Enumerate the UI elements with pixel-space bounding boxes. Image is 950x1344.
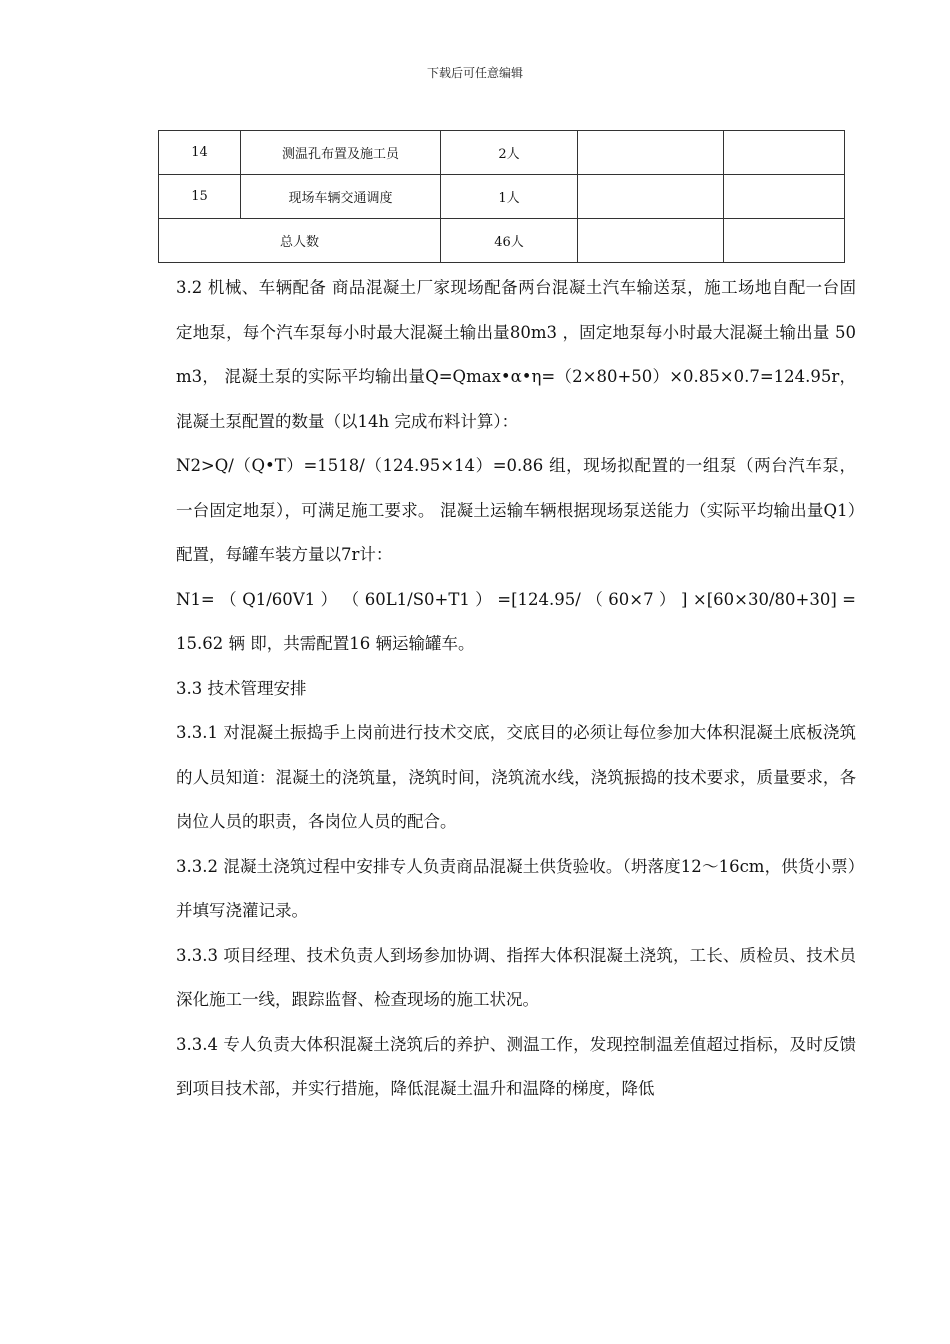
section-heading-3-3: 3.3 技术管理安排	[176, 678, 307, 698]
paragraph-3-3-1: 3.3.1 对混凝土振捣手上岗前进行技术交底，交底目的必须让每位参加大体积混凝土底板浇筑的人员知道：混凝土的浇筑量，浇筑时间，浇筑流水线，浇筑振捣的技术要求，质量要求，各岗位人员的职责，各岗位人员的配合。	[176, 723, 856, 831]
paragraph-3-3-4: 3.3.4 专人负责大体积混凝土浇筑后的养护、测温工作，发现控制温差值超过指标，及时反馈到项目技术部，并实行措施，降低混凝土温升和温降的梯度，降低	[176, 1034, 856, 1098]
row-number: 15	[159, 175, 241, 219]
count-cell: 2人	[441, 131, 578, 175]
paragraph-3-3-2: 3.3.2 混凝土浇筑过程中安排专人负责商品混凝土供货验收。（坍落度12～16cm，供货小票）并填写浇灌记录。	[176, 856, 856, 920]
table-row	[159, 175, 845, 219]
empty-cell	[578, 175, 724, 219]
role-cell: 现场车辆交通调度	[241, 175, 441, 219]
table-total-row	[159, 219, 845, 263]
staffing-table	[158, 130, 845, 263]
document-body	[176, 266, 856, 1112]
empty-cell	[724, 219, 845, 263]
empty-cell	[578, 131, 724, 175]
empty-cell	[578, 219, 724, 263]
row-number: 14	[159, 131, 241, 175]
paragraph-n2: N2>Q/（Q•T）=1518/（124.95×14）=0.86 组，现场拟配置的一组泵（两台汽车泵，一台固定地泵），可满足施工要求。 混凝土运输车辆根据现场泵送能力（实际平均输出量Q1）配置，每罐车装方量以7r计：	[176, 456, 856, 564]
empty-cell	[724, 131, 845, 175]
total-label: 总人数	[159, 219, 441, 263]
paragraph-3-2: 3.2 机械、车辆配备 商品混凝土厂家现场配备两台混凝土汽车输送泵，施工场地自配一台固定地泵，每个汽车泵每小时最大混凝土输出量80m3 ，固定地泵每小时最大混凝土输出量 50 m3， 混凝土泵的实际平均输出量Q=Qmax•α•η=（2×80+50）×0.85×0.7=124.95r， 混凝土泵配置的数量（以14h 完成布料计算）：	[176, 278, 856, 431]
paragraph-3-3-3: 3.3.3 项目经理、技术负责人到场参加协调、指挥大体积混凝土浇筑，工长、质检员、技术员深化施工一线，跟踪监督、检查现场的施工状况。	[176, 945, 856, 1009]
role-cell: 测温孔布置及施工员	[241, 131, 441, 175]
count-cell: 1人	[441, 175, 578, 219]
page-header: 下载后可任意编辑	[426, 66, 523, 80]
paragraph-n1: N1= （ Q1/60V1 ） （ 60L1/S0+T1 ） =[124.95/ （ 60×7 ） ] ×[60×30/80+30] =15.62 辆 即，共需配置16 辆运输罐车。	[176, 589, 856, 653]
empty-cell	[724, 175, 845, 219]
total-count: 46人	[441, 219, 578, 263]
table-row	[159, 131, 845, 175]
